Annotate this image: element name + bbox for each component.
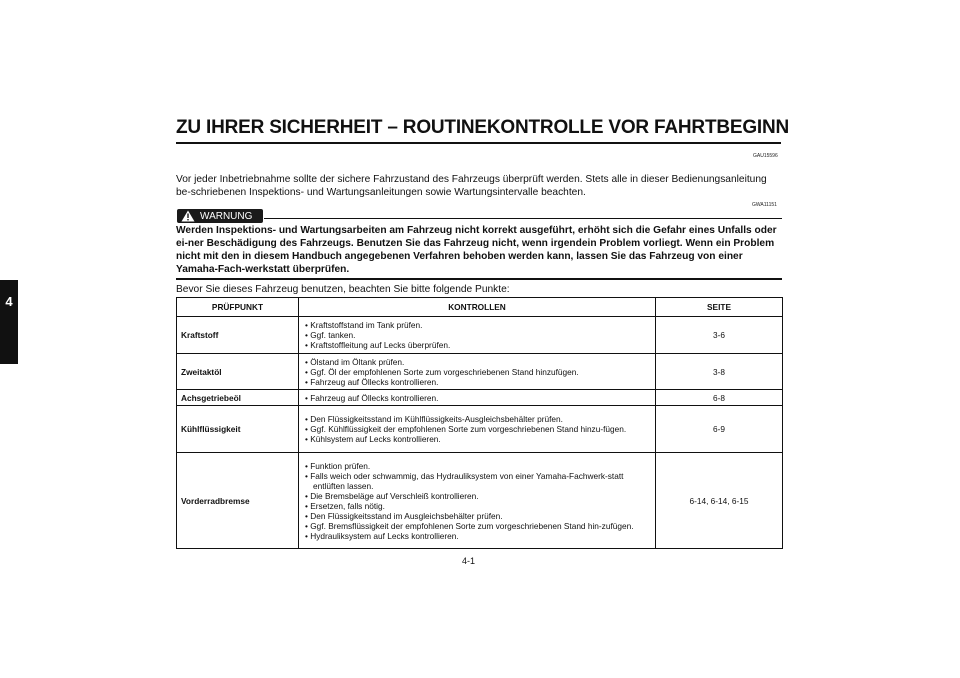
warning-badge [177,209,263,223]
table-row [177,390,783,406]
check-item: • Kraftstoffleitung auf Lecks überprüfen. [305,340,451,350]
row-page: 6-14, 6-14, 6-15 [656,453,783,549]
row-page: 3-8 [656,354,783,390]
warning-rule [264,218,782,219]
row-checks [299,354,656,390]
checks-table [176,297,783,549]
header-page: SEITE [656,298,783,317]
intro-code: GAU15596 [753,153,778,159]
check-item: • Ggf. Kühlflüssigkeit der empfohlenen Sorte zum vorgeschriebenen Stand hinzu-fügen. [305,424,627,434]
warning-text: Werden Inspektions- und Wartungsarbeiten am Fahrzeug nicht korrekt ausgeführt, erhöht sich die Gefahr eines Unfalls oder ei-ner Beschädigung des Fahrzeugs. Benutzen Sie das Fahrzeug nicht, wenn irgendein Problem vorliegt. Wenn ein Problem nicht mit den in diesem Handbuch angegebenen Verfahren behoben werden kann, lassen Sie das Fahrzeug von einer Yamaha-Fach-werkstatt überprüfen. [176,225,777,275]
check-item: • Funktion prüfen. [305,460,371,471]
warning-label: WARNUNG [200,210,253,222]
row-page: 6-8 [656,390,783,406]
row-checks [299,453,656,549]
table-header-row [177,298,783,317]
check-item: • Kraftstoffstand im Tank prüfen. [305,320,423,330]
check-item: • Fahrzeug auf Öllecks kontrollieren. [305,376,439,387]
check-item: • Kühlsystem auf Lecks kontrollieren. [305,434,441,444]
table-row [177,453,783,549]
chapter-tab [0,280,18,364]
check-item: • Hydrauliksystem auf Lecks kontrollieren. [305,530,459,541]
row-page: 6-9 [656,406,783,453]
row-item: Vorderradbremse [177,453,299,549]
check-item: • Den Flüssigkeitsstand im Kühlflüssigkeits-Ausgleichsbehälter prüfen. [305,414,563,424]
intro-text: Vor jeder Inbetriebnahme sollte der sichere Fahrzustand des Fahrzeugs überprüft werden. Stets alle in dieser Bedienungsanleitung be-schriebenen Inspektions- und Wartungsanleitungen sowie Wartungsintervalle beachten. [176,174,767,198]
before-text: Bevor Sie dieses Fahrzeug benutzen, beachten Sie bitte folgende Punkte: [176,284,510,295]
row-item: Achsgetriebeöl [177,390,299,406]
row-item: Kraftstoff [177,317,299,354]
warning-end-rule [176,278,782,280]
warning-triangle-icon [181,210,195,222]
check-item: • Ggf. Öl der empfohlenen Sorte zum vorgeschriebenen Stand hinzufügen. [305,366,579,377]
check-item: • Falls weich oder schwammig, das Hydrauliksystem von einer Yamaha-Fachwerk-statt entlüften lassen. [305,470,624,491]
row-page: 3-6 [656,317,783,354]
title-divider [176,142,781,144]
check-item: • Ggf. Bremsflüssigkeit der empfohlenen Sorte zum vorgeschriebenen Stand hin-zufügen. [305,520,634,531]
row-checks [299,406,656,453]
check-item: • Ggf. tanken. [305,330,356,340]
warning-code: GWA11151 [752,202,777,208]
header-checkpoint: PRÜFPUNKT [177,298,299,317]
chapter-number: 4 [5,294,13,309]
check-item: • Fahrzeug auf Öllecks kontrollieren. [305,392,439,403]
table-row [177,317,783,354]
table-row [177,406,783,453]
row-checks [299,390,656,406]
page-title: ZU IHRER SICHERHEIT – ROUTINEKONTROLLE VOR FAHRTBEGINN [176,117,790,138]
row-item: Zweitaktöl [177,354,299,390]
check-item: • Die Bremsbeläge auf Verschleiß kontrollieren. [305,490,479,501]
check-item: • Ölstand im Öltank prüfen. [305,356,405,367]
header-checks: KONTROLLEN [299,298,656,317]
row-item: Kühlflüssigkeit [177,406,299,453]
check-item: • Ersetzen, falls nötig. [305,500,385,511]
check-item: • Den Flüssigkeitsstand im Ausgleichsbehälter prüfen. [305,510,503,521]
table-row [177,354,783,390]
row-checks [299,317,656,354]
page-number: 4-1 [462,556,476,566]
